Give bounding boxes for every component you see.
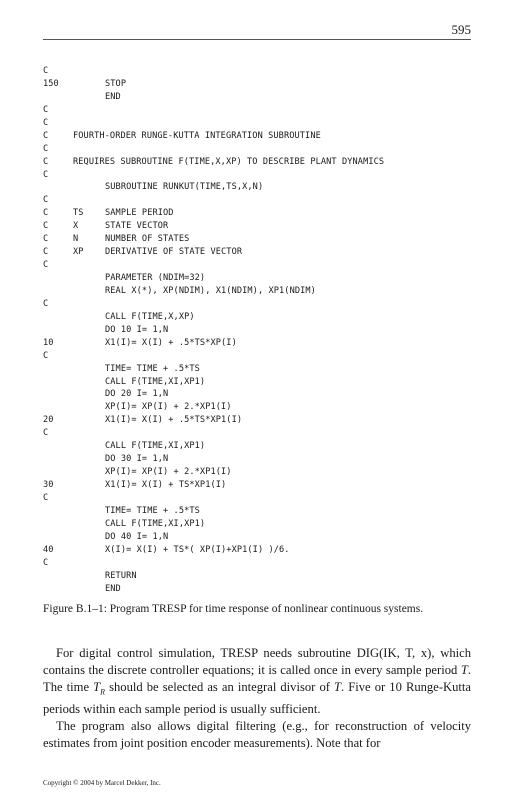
symbol-T: T bbox=[460, 663, 468, 678]
code-line bbox=[43, 506, 483, 519]
code-line-statement: X1(I)= X(I) + TS*XP1(I) bbox=[105, 480, 227, 490]
page-number: 595 bbox=[451, 22, 471, 37]
code-line-statement: CALL F(TIME,XI,XP1) bbox=[105, 441, 206, 452]
paragraph-1-text: should be selected as an integral divisor of bbox=[105, 680, 335, 695]
code-line bbox=[43, 144, 483, 157]
code-line bbox=[43, 208, 483, 221]
code-line bbox=[43, 105, 483, 118]
code-line-variable: N bbox=[73, 234, 79, 245]
code-line bbox=[43, 532, 483, 545]
code-line bbox=[43, 402, 483, 415]
code-line bbox=[43, 131, 483, 144]
code-line-statement: X(I)= X(I) + TS*( XP(I)+XP1(I) )/6. bbox=[105, 544, 290, 555]
code-line-label: C bbox=[43, 350, 49, 361]
code-line bbox=[43, 480, 483, 493]
code-line-label: C bbox=[43, 208, 49, 219]
code-line bbox=[43, 558, 483, 571]
code-line-statement: XP(I)= XP(I) + 2.*XP1(I) bbox=[105, 467, 232, 478]
code-line bbox=[43, 519, 483, 532]
code-line-label: C bbox=[43, 234, 49, 245]
code-line-label: C bbox=[43, 492, 49, 503]
code-line-label: C bbox=[43, 156, 49, 167]
code-line-label: 40 bbox=[43, 544, 54, 555]
code-line-statement: END bbox=[105, 91, 121, 102]
code-line bbox=[43, 234, 483, 247]
code-line-statement: CALL F(TIME,X,XP) bbox=[105, 311, 195, 322]
code-line-label: C bbox=[43, 195, 49, 206]
body-text bbox=[43, 645, 471, 752]
code-line bbox=[43, 182, 483, 195]
code-line-statement: END bbox=[105, 583, 121, 594]
code-line bbox=[43, 545, 483, 558]
code-line-statement: TIME= TIME + .5*TS bbox=[105, 363, 200, 374]
code-line-label: C bbox=[43, 130, 49, 141]
code-line bbox=[43, 584, 483, 597]
code-line bbox=[43, 299, 483, 312]
code-line-statement: REAL X(*), XP(NDIM), X1(NDIM), XP1(NDIM) bbox=[105, 285, 316, 296]
code-line bbox=[43, 247, 483, 260]
code-line bbox=[43, 66, 483, 79]
code-line-label: C bbox=[43, 117, 49, 128]
code-line bbox=[43, 325, 483, 338]
code-line bbox=[43, 221, 483, 234]
code-line-statement: CALL F(TIME,XI,XP1) bbox=[105, 518, 206, 529]
code-line-label: C bbox=[43, 428, 49, 439]
paragraph-2: The program also allows digital filtering (e.g., for reconstruction of velocity estimates from joint position encoder measurements). Note that for bbox=[43, 718, 471, 750]
code-line-statement: DO 40 I= 1,N bbox=[105, 531, 169, 542]
code-line-variable: X bbox=[73, 221, 79, 232]
code-line-statement: RETURN bbox=[105, 570, 137, 581]
code-listing bbox=[43, 66, 483, 596]
symbol-T: T bbox=[334, 680, 342, 695]
code-line-label: C bbox=[43, 143, 49, 154]
code-line bbox=[43, 377, 483, 390]
code-line bbox=[43, 415, 483, 428]
code-line-statement: SAMPLE PERIOD bbox=[105, 208, 174, 219]
code-line bbox=[43, 351, 483, 364]
code-line bbox=[43, 338, 483, 351]
symbol-T-R: T bbox=[93, 680, 101, 695]
code-line bbox=[43, 493, 483, 506]
code-line-statement: SUBROUTINE RUNKUT(TIME,TS,X,N) bbox=[105, 182, 264, 193]
code-line-statement: X1(I)= X(I) + .5*TS*XP1(I) bbox=[105, 415, 243, 426]
code-line-label: C bbox=[43, 221, 49, 232]
code-line-label: C bbox=[43, 260, 49, 271]
code-line bbox=[43, 428, 483, 441]
code-line bbox=[43, 92, 483, 105]
figure-caption: Figure B.1–1: Program TRESP for time response of nonlinear continuous systems. bbox=[43, 603, 424, 615]
code-line-label: C bbox=[43, 557, 49, 568]
code-line bbox=[43, 571, 483, 584]
code-line bbox=[43, 157, 483, 170]
code-line-statement: DERIVATIVE OF STATE VECTOR bbox=[105, 247, 243, 258]
code-line-statement: DO 20 I= 1,N bbox=[105, 389, 169, 400]
code-line-label: 30 bbox=[43, 480, 54, 490]
code-line-comment: REQUIRES SUBROUTINE F(TIME,X,XP) TO DESCRIBE PLANT DYNAMICS bbox=[73, 156, 385, 167]
code-line-statement: XP(I)= XP(I) + 2.*XP1(I) bbox=[105, 402, 232, 413]
code-line bbox=[43, 454, 483, 467]
copyright-footer: Copyright © 2004 by Marcel Dekker, Inc. bbox=[43, 779, 161, 787]
code-line-statement: NUMBER OF STATES bbox=[105, 234, 190, 245]
code-line-label: 10 bbox=[43, 337, 54, 348]
code-line-statement: DO 10 I= 1,N bbox=[105, 324, 169, 335]
code-line bbox=[43, 170, 483, 183]
code-line-label: 20 bbox=[43, 415, 54, 426]
code-line-label: C bbox=[43, 104, 49, 115]
paragraph-1 bbox=[43, 645, 471, 718]
paragraph-1-text: . The time bbox=[43, 663, 471, 695]
header-rule bbox=[43, 39, 471, 40]
code-line-comment: FOURTH-ORDER RUNGE-KUTTA INTEGRATION SUBROUTINE bbox=[73, 130, 321, 141]
code-line-label: C bbox=[43, 247, 49, 258]
code-line-statement: DO 30 I= 1,N bbox=[105, 454, 169, 465]
code-line-variable: TS bbox=[73, 208, 84, 219]
code-line bbox=[43, 364, 483, 377]
code-line-statement: PARAMETER (NDIM=32) bbox=[105, 273, 206, 283]
code-line bbox=[43, 118, 483, 131]
code-line-statement: X1(I)= X(I) + .5*TS*XP(I) bbox=[105, 337, 237, 348]
code-line bbox=[43, 441, 483, 454]
code-line bbox=[43, 79, 483, 92]
code-line bbox=[43, 273, 483, 286]
code-line bbox=[43, 389, 483, 402]
code-line-statement: TIME= TIME + .5*TS bbox=[105, 505, 200, 516]
code-line-statement: CALL F(TIME,XI,XP1) bbox=[105, 376, 206, 387]
paragraph-1-text: . Five or 10 Runge-Kutta periods within each sample period is usually sufficient. bbox=[43, 680, 471, 716]
code-line bbox=[43, 195, 483, 208]
code-line-label: 150 bbox=[43, 78, 59, 89]
code-line bbox=[43, 312, 483, 325]
code-line bbox=[43, 467, 483, 480]
code-line-label: C bbox=[43, 169, 49, 180]
code-line bbox=[43, 286, 483, 299]
code-line-variable: XP bbox=[73, 247, 84, 258]
symbol-R-subscript: R bbox=[100, 687, 106, 697]
code-line-statement: STATE VECTOR bbox=[105, 221, 169, 232]
paragraph-1-text: For digital control simulation, TRESP needs subroutine DIG(IK, T, x), which contains the discrete controller equations; it is called once in every sample period bbox=[43, 646, 471, 678]
code-line bbox=[43, 260, 483, 273]
code-line-label: C bbox=[43, 298, 49, 309]
code-line-label: C bbox=[43, 66, 49, 76]
code-line-statement: STOP bbox=[105, 78, 127, 89]
